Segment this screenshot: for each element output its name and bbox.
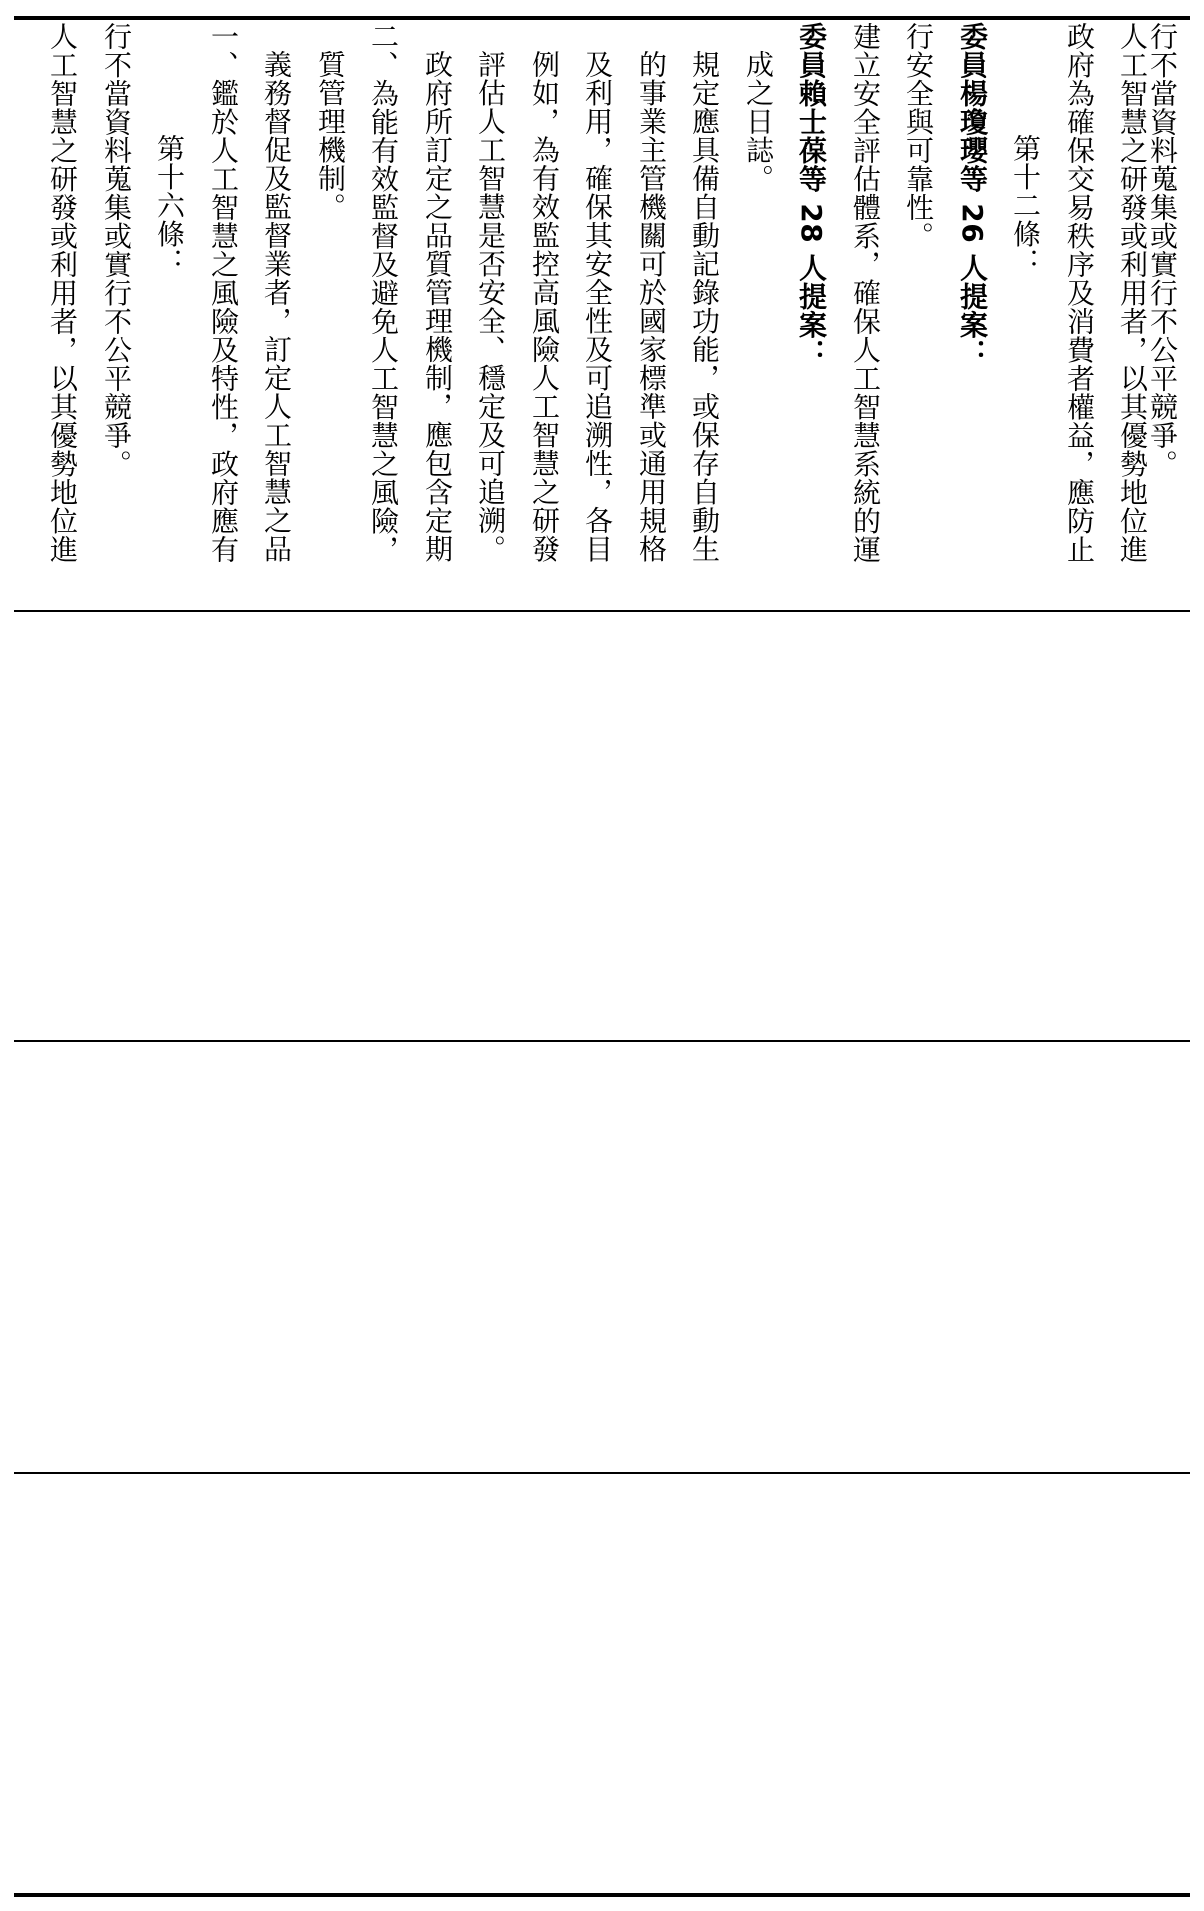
proposal-lai-line-2: 行安全與可靠性。 [902, 22, 935, 250]
item-1-line-3: 質管理機制。 [314, 50, 347, 221]
row-divider-1 [14, 610, 1190, 612]
proposal-heading-yang: 委員楊瓊瓔等 26 人提案： [956, 22, 989, 368]
row-divider-2 [14, 1040, 1190, 1042]
proposal-lai-line-1: 建立安全評估體系，確保人工智慧系統的運 [849, 22, 882, 564]
item-1-line-2: 義務督促及監督業者，訂定人工智慧之品 [260, 50, 293, 563]
item-2-line-5: 及利用，確保其安全性及可追溯性，各目 [581, 50, 614, 563]
article-16-heading: 第十六條： [153, 134, 186, 277]
item-2-line-6: 的事業主管機關可於國家標準或通用規格 [635, 50, 668, 563]
text-line-2: 行不當資料蒐集或實行不公平競爭。 [100, 22, 133, 478]
proposal-heading-lai: 委員賴士葆等 28 人提案： [795, 22, 828, 368]
text-line-1: 人工智慧之研發或利用者，以其優勢地位進 [46, 22, 79, 564]
article-12-line-3: 行不當資料蒐集或實行不公平競爭。 [1146, 22, 1179, 478]
item-2-line-3: 評估人工智慧是否安全、穩定及可追溯。 [474, 50, 507, 563]
item-2-line-8: 成之日誌。 [742, 50, 775, 193]
item-2-line-1: 二、為能有效監督及避免人工智慧之風險， [367, 22, 400, 564]
item-2-line-7: 規定應具備自動記錄功能，或保存自動生 [688, 50, 721, 563]
item-2-line-4: 例如，為有效監控高風險人工智慧之研發 [528, 50, 561, 563]
item-1-line-1: 一、鑑於人工智慧之風險及特性，政府應有 [207, 22, 240, 564]
bottom-rule [14, 1893, 1190, 1897]
row-divider-3 [14, 1472, 1190, 1474]
article-12-heading: 第十二條： [1009, 134, 1042, 277]
item-2-line-2: 政府所訂定之品質管理機制，應包含定期 [421, 50, 454, 563]
text-block [14, 22, 1190, 606]
article-12-line-1: 政府為確保交易秩序及消費者權益，應防止 [1063, 22, 1096, 564]
article-12-line-2: 人工智慧之研發或利用者，以其優勢地位進 [1116, 22, 1149, 564]
top-rule [14, 16, 1190, 20]
